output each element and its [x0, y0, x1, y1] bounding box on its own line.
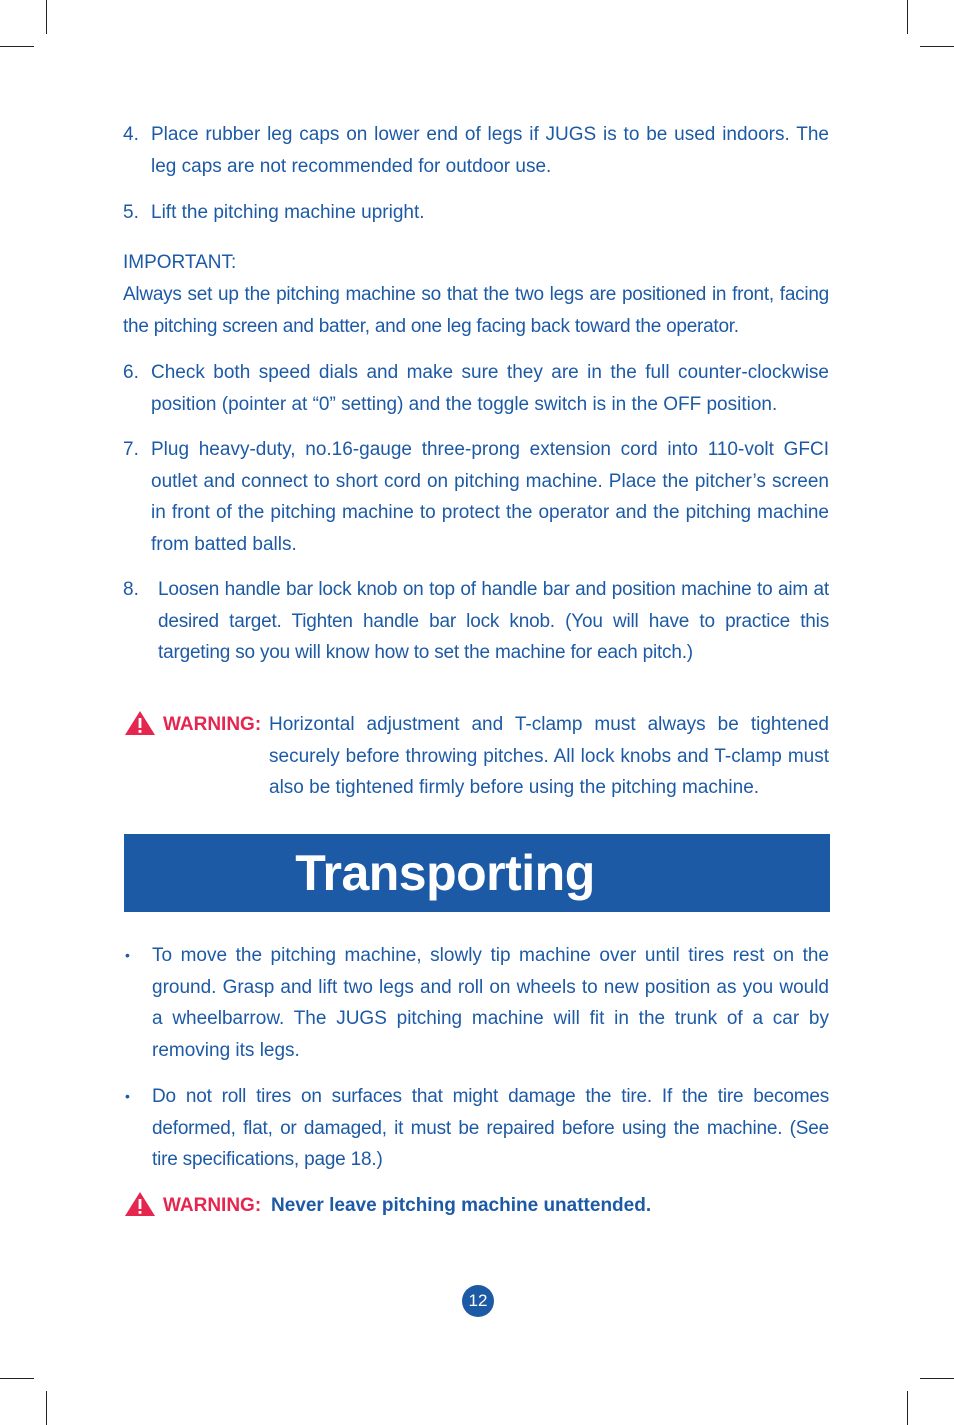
- step-text: Loosen handle bar lock knob on top of handle bar and position machine to aim at desired target. Tighten handle bar lock knob. (You will have to practice this targeting so you will know how to set the machine for each pitch.): [158, 579, 829, 663]
- crop-mark: [907, 0, 908, 34]
- step-6: [123, 357, 829, 420]
- step-number: 5.: [123, 202, 139, 223]
- step-4: [123, 119, 829, 182]
- crop-mark: [920, 46, 954, 47]
- crop-mark: [920, 1378, 954, 1379]
- crop-mark: [0, 46, 34, 47]
- warning-text: Never leave pitching machine unattended.: [271, 1195, 652, 1216]
- step-number: 6.: [123, 362, 139, 383]
- section-banner: [124, 834, 830, 912]
- step-8: [123, 574, 829, 669]
- step-7: [123, 434, 829, 560]
- list-item: [123, 1081, 829, 1176]
- step-text: Check both speed dials and make sure they are in the full counter-clockwise position (pointer at “0” setting) and the toggle switch is in the OFF position.: [151, 362, 829, 415]
- warning-label: WARNING:: [163, 714, 262, 735]
- step-number: 7.: [123, 439, 139, 460]
- warning-triangle-icon: [124, 710, 156, 736]
- section-title: Transporting: [295, 845, 595, 901]
- bullet-mark: •: [125, 947, 130, 963]
- crop-mark: [46, 0, 47, 34]
- step-text: Plug heavy-duty, no.16-gauge three-prong extension cord into 110-volt GFCI outlet and connect to short cord on pitching machine. Place the pitcher’s screen in front of the pitching machine to protect the operator and the pitching machine from batted balls.: [151, 439, 829, 555]
- step-number: 4.: [123, 124, 139, 145]
- step-text: Lift the pitching machine upright.: [151, 202, 425, 223]
- page-number-text: 12: [468, 1291, 488, 1310]
- important-text: Always set up the pitching machine so that the two legs are positioned in front, facing the pitching screen and batter, and one leg facing back toward the operator.: [123, 284, 829, 337]
- crop-mark: [46, 1391, 47, 1425]
- step-text: Place rubber leg caps on lower end of legs if JUGS is to be used indoors. The leg caps are not recommended for outdoor use.: [151, 124, 829, 177]
- crop-mark: [907, 1391, 908, 1425]
- page-number: [462, 1285, 494, 1317]
- warning-text: Horizontal adjustment and T-clamp must always be tightened securely before throwing pitches. All lock knobs and T-clamp must also be tightened firmly before using the pitching machine.: [269, 714, 829, 798]
- bullet-text: To move the pitching machine, slowly tip machine over until tires rest on the ground. Grasp and lift two legs and roll on wheels to new position as you would a wheelbarrow. The JUGS pitching machine will fit in the trunk of a car by removing its legs.: [152, 945, 829, 1061]
- warning-label: WARNING:: [163, 1195, 262, 1216]
- step-5: [123, 197, 829, 229]
- warning-triangle-icon: [124, 1191, 156, 1217]
- bullet-text: Do not roll tires on surfaces that might damage the tire. If the tire becomes deformed, flat, or damaged, it must be repaired before using the machine. (See tire specifications, page 18.): [152, 1086, 829, 1170]
- bullet-mark: •: [125, 1088, 130, 1104]
- step-number: 8.: [123, 579, 139, 600]
- important-heading: IMPORTANT:: [123, 252, 237, 273]
- list-item: [123, 940, 829, 1066]
- crop-mark: [0, 1378, 34, 1379]
